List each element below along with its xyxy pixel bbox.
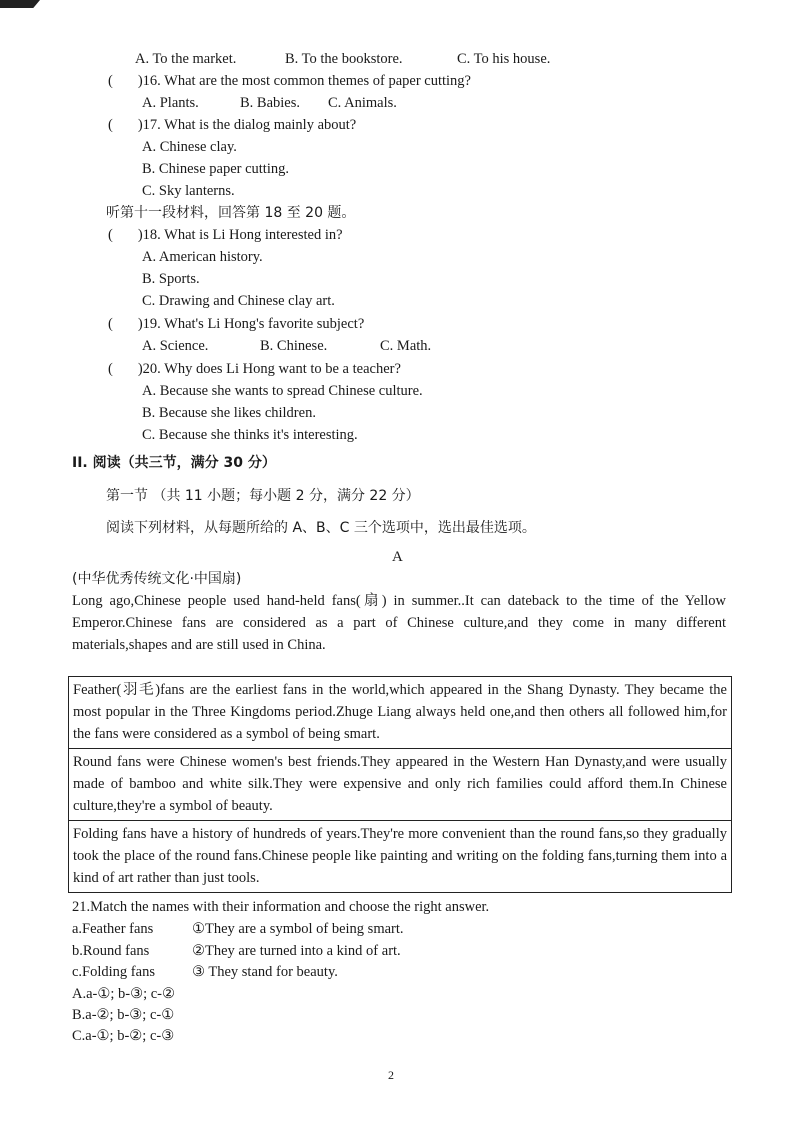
q15-option-a: A. To the market. bbox=[135, 51, 237, 67]
answer-paren: ( bbox=[108, 73, 113, 89]
match-row-a bbox=[72, 920, 404, 938]
reading-section-heading: II. 阅读（共三节，满分 30 分） bbox=[72, 455, 276, 471]
q19-option-a: A. Science. bbox=[142, 338, 209, 354]
reading-instruction: 阅读下列材料，从每题所给的 A、B、C 三个选项中，选出最佳选项。 bbox=[106, 520, 536, 536]
q17-option-b: B. Chinese paper cutting. bbox=[142, 161, 289, 177]
match-name-b: b.Round fans bbox=[72, 943, 150, 959]
answer-paren: ( bbox=[108, 361, 113, 377]
match-info-3: ③ They stand for beauty. bbox=[192, 964, 338, 980]
q18-option-c: C. Drawing and Chinese clay art. bbox=[142, 293, 335, 309]
passage-letter: A bbox=[392, 549, 403, 565]
question-18 bbox=[108, 226, 343, 244]
q16-option-c: C. Animals. bbox=[328, 95, 397, 111]
q19-option-c: C. Math. bbox=[380, 338, 432, 354]
match-name-a: a.Feather fans bbox=[72, 921, 154, 937]
question-17 bbox=[108, 116, 356, 134]
feather-fans-row: Feather(羽毛)fans are the earliest fans in the world,which appeared in the Shang Dynasty. They became the most popular in the Three Kingdoms period.Zhuge Liang always held one,and then others all followed him,for the fans were considered as a symbol of being smart. bbox=[73, 682, 727, 742]
match-name-c: c.Folding fans bbox=[72, 964, 155, 980]
q21-option-c: C.a-①; b-②; c-③ bbox=[72, 1028, 175, 1044]
answer-paren: ( bbox=[108, 316, 113, 332]
match-info-1: ①They are a symbol of being smart. bbox=[192, 921, 404, 937]
q16-option-a: A. Plants. bbox=[142, 95, 199, 111]
scan-corner-mark bbox=[0, 0, 40, 8]
answer-paren: ( bbox=[108, 227, 113, 243]
q18-option-a: A. American history. bbox=[142, 249, 263, 265]
q20-option-b: B. Because she likes children. bbox=[142, 405, 316, 421]
q15-option-c: C. To his house. bbox=[457, 51, 551, 67]
reading-sub-heading: 第一节 （共 11 小题；每小题 2 分，满分 22 分） bbox=[106, 488, 420, 504]
question-16 bbox=[108, 72, 471, 90]
answer-paren: ( bbox=[108, 117, 113, 133]
fan-info-table bbox=[68, 676, 732, 893]
question-text: )18. What is Li Hong interested in? bbox=[137, 227, 343, 243]
match-info-2: ②They are turned into a kind of art. bbox=[192, 943, 401, 959]
q19-options bbox=[142, 337, 431, 355]
q19-option-b: B. Chinese. bbox=[260, 338, 328, 354]
question-19 bbox=[108, 315, 364, 333]
question-text: )16. What are the most common themes of paper cutting? bbox=[137, 73, 471, 89]
q20-option-c: C. Because she thinks it's interesting. bbox=[142, 427, 358, 443]
q15-options bbox=[135, 50, 550, 68]
q18-option-b: B. Sports. bbox=[142, 271, 200, 287]
question-text: )17. What is the dialog mainly about? bbox=[137, 117, 357, 133]
section-11-instruction: 听第十一段材料，回答第 18 至 20 题。 bbox=[106, 205, 356, 221]
q20-option-a: A. Because she wants to spread Chinese culture. bbox=[142, 383, 423, 399]
q21-option-a: A.a-①; b-③; c-② bbox=[72, 986, 176, 1002]
page-number: 2 bbox=[388, 1068, 394, 1082]
q17-option-a: A. Chinese clay. bbox=[142, 139, 237, 155]
question-text: )20. Why does Li Hong want to be a teacher? bbox=[137, 361, 401, 377]
question-20 bbox=[108, 360, 401, 378]
round-fans-row: Round fans were Chinese women's best friends.They appeared in the Western Han Dynasty,and were usually made of bamboo and white silk.They were expensive and only rich families could afford them.In Chinese culture,they're a symbol of beauty. bbox=[69, 748, 731, 820]
q16-options bbox=[142, 94, 397, 112]
match-row-b bbox=[72, 942, 401, 960]
q15-option-b: B. To the bookstore. bbox=[285, 51, 403, 67]
passage-intro: Long ago,Chinese people used hand-held fans(扇) in summer..It can dateback to the time of the Yellow Emperor.Chinese fans are considered as a part of Chinese culture,and they come in many different materials,shapes and are still used in China. bbox=[72, 593, 726, 653]
q16-option-b: B. Babies. bbox=[240, 95, 301, 111]
folding-fans-row: Folding fans have a history of hundreds of years.They're more convenient than the round fans,so they gradually took the place of the round fans.Chinese people like painting and writing on the folding fans,turning them into a kind of art rather than just tools. bbox=[69, 820, 731, 892]
match-row-c bbox=[72, 963, 338, 981]
question-21-stem: 21.Match the names with their information and choose the right answer. bbox=[72, 899, 490, 915]
question-text: )19. What's Li Hong's favorite subject? bbox=[137, 316, 365, 332]
q21-option-b: B.a-②; b-③; c-① bbox=[72, 1007, 175, 1023]
passage-tag: (中华优秀传统文化·中国扇) bbox=[72, 571, 242, 587]
q17-option-c: C. Sky lanterns. bbox=[142, 183, 235, 199]
